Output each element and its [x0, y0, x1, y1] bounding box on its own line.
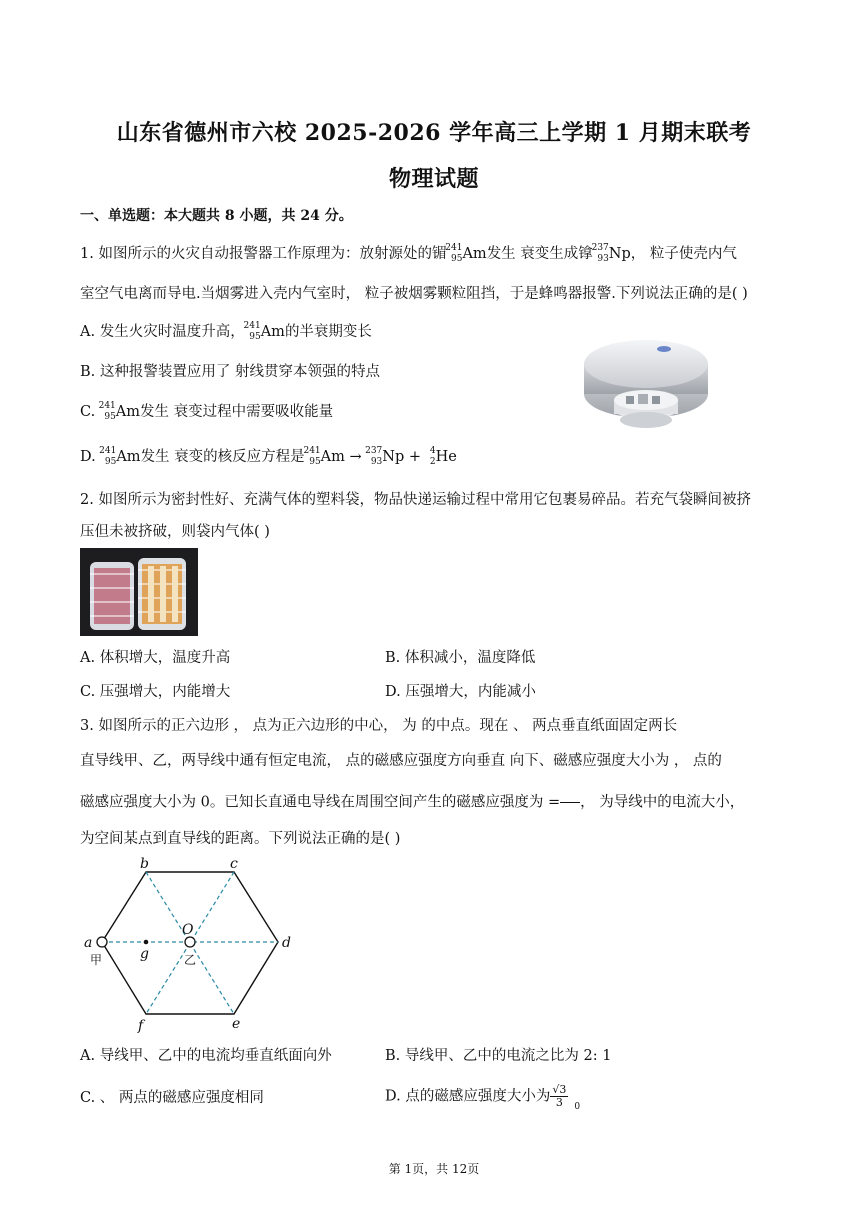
q3-line2: 直导线甲、乙，两导线中通有恒定电流， 点的磁感应强度方向垂直 向下、磁感应强度大小为 ， 点的: [80, 753, 722, 769]
q3-option-a: A. 导线甲、乙中的电流均垂直纸面向外: [80, 1048, 332, 1064]
sqrt3-over-3: $\frac{√3}{3}$: [552, 1083, 567, 1109]
q1-line1: [80, 244, 737, 264]
label-g: g: [140, 946, 149, 962]
label-e: e: [232, 1016, 241, 1032]
label-f: f: [138, 1018, 144, 1034]
hexagon-diagram: [80, 856, 300, 1036]
q3-line1: 3. 如图所示的正六边形 ， 点为正六边形的中心， 为 的中点。现在 、 两点垂直纸面固定两长: [80, 718, 678, 734]
q2-option-c: C. 压强增大，内能增大: [80, 684, 231, 700]
q2-line1: 2. 如图所示为密封性好、充满气体的塑料袋，物品快递运输过程中常用它包裹易碎品。若充气袋瞬间被挤: [80, 492, 751, 508]
q1-option-d: D. 241 95 Am发生 衰变的核反应方程是 241 95 Am → 237 93 Np + 4 2 He: [80, 446, 457, 467]
q1-line2: 室空气电离而导电.当烟雾进入壳内气室时， 粒子被烟雾颗粒阻挡，于是蜂鸣器报警.下列说法正确的是( ): [80, 286, 748, 302]
label-jia: 甲: [90, 953, 103, 967]
wire-yi-marker: [185, 937, 195, 947]
label-o: O: [182, 922, 194, 938]
q3-option-c: C. 、 两点的磁感应强度相同: [80, 1090, 264, 1106]
smoke-detector-image: [578, 334, 714, 436]
wire-jia-marker: [97, 937, 107, 947]
formula-fraction: [560, 790, 580, 815]
q2-line2: 压但未被挤破，则袋内气体( ): [80, 524, 270, 540]
q1-text-b: 发生 衰变生成镎: [486, 246, 593, 262]
page-title: 山东省德州市六校 2025-2026 学年高三上学期 1 月期末联考: [116, 120, 752, 146]
q3-option-b: B. 导线甲、乙中的电流之比为 2: 1: [385, 1048, 612, 1064]
section-heading: 一、单选题：本大题共 8 小题，共 24 分。: [80, 208, 353, 224]
label-yi: 乙: [184, 953, 197, 967]
q3-option-d: D. 点的磁感应强度大小为 $\frac{√3}{3}$ $_0$: [385, 1083, 581, 1112]
q1-option-b: B. 这种报警装置应用了 射线贯穿本领强的特点: [80, 364, 380, 380]
q1-option-c: C. 241 95 Am发生 衰变过程中需要吸收能量: [80, 401, 334, 422]
q2-option-a: A. 体积增大，温度升高: [80, 650, 231, 666]
page-subtitle: 物理试题: [388, 166, 479, 192]
label-c: c: [230, 856, 238, 872]
q3-line4: 为空间某点到直导线的距离。下列说法正确的是( ): [80, 831, 401, 847]
np-isotope-numbers: 237 93: [591, 243, 609, 264]
q2-option-d: D. 压强增大，内能减小: [385, 684, 536, 700]
q1-text-a: 1. 如图所示的火灾自动报警器工作原理为：放射源处的镅: [80, 246, 447, 262]
point-g-marker: [144, 940, 149, 945]
label-b: b: [140, 856, 149, 872]
am-isotope-numbers: 241 95: [445, 243, 463, 264]
am-symbol: Am: [462, 246, 487, 262]
label-d: d: [282, 935, 291, 951]
q1-text-c: ， 粒子使壳内气: [630, 246, 737, 262]
np-symbol: Np: [608, 246, 631, 262]
air-cushion-bags-image: [80, 548, 198, 636]
label-a: a: [84, 935, 93, 951]
q2-option-b: B. 体积减小，温度降低: [385, 650, 536, 666]
page-footer: 第 1页，共 12页: [388, 1162, 480, 1176]
q1-option-a: A. 发生火灾时温度升高， 241 95 Am的半衰期变长: [80, 321, 372, 342]
q3-line3: 磁感应强度大小为 0。已知长直通电导线在周围空间产生的磁感应强度为 = ， 为导线中的电流大小，: [80, 790, 744, 815]
